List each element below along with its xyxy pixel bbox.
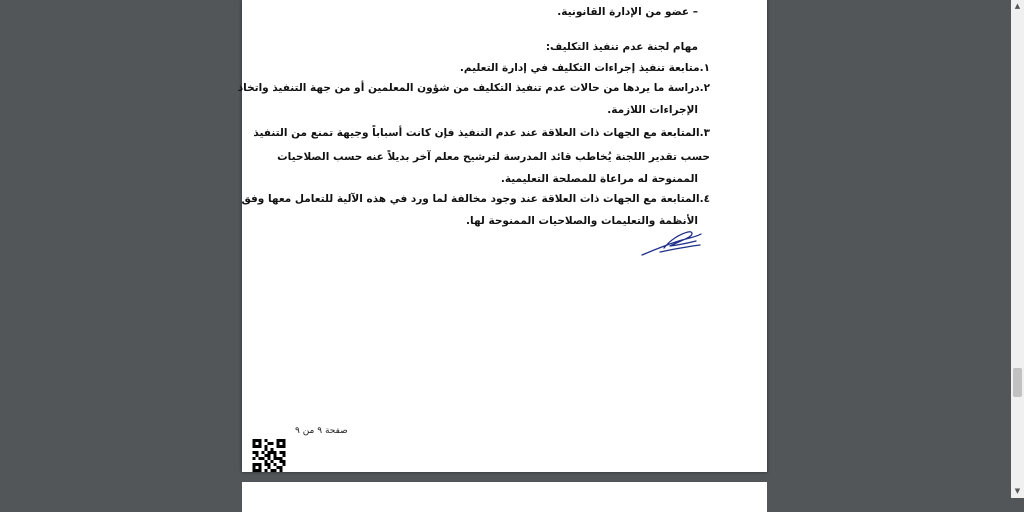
vertical-scrollbar[interactable] [1011,0,1024,498]
arrow-up-icon[interactable]: ▲ [1014,2,1021,10]
task-item-4-continued: الأنظمة والتعليمات والصلاحيات الممنوحة لها. [466,215,698,227]
task-item-4: ٤.المتابعة مع الجهات ذات العلاقة عند وجود مخالفة لما ورد في هذه الآلية للتعامل معها وفق [241,193,710,205]
task-item-3-continued: حسب تقدير اللجنة يُخاطب قائد المدرسة لترشيح معلم آخر بديلاً عنه حسب الصلاحيات [277,151,710,163]
signature-icon [640,228,704,258]
section-heading: مهام لجنة عدم تنفيذ التكليف: [545,41,698,53]
task-item-3-end: الممنوحة له مراعاة للمصلحة التعليمية. [500,173,698,185]
qr-code-icon [247,439,291,472]
task-item-2-continued: الإجراءات اللازمة. [607,104,698,116]
arrow-down-icon[interactable]: ▼ [1014,487,1021,495]
task-item-2: ٢.دراسة ما يردها من حالات عدم تنفيذ التكليف من شؤون المعلمين أو من جهة التنفيذ واتخاذ [237,82,710,94]
task-item-1: ١.متابعة تنفيذ إجراءات التكليف في إدارة التعليم. [459,62,710,74]
next-page [242,482,767,512]
page-number: صفحة ٩ من ٩ [295,426,348,436]
committee-member-line: – عضو من الإدارة القانونية. [557,6,698,18]
scrollbar-thumb[interactable] [1013,368,1022,397]
task-item-3: ٣.المتابعة مع الجهات ذات العلاقة عند عدم التنفيذ فإن كانت أسباباً وجيهة تمنع من التنفيذ [253,127,710,139]
document-page [237,0,767,472]
